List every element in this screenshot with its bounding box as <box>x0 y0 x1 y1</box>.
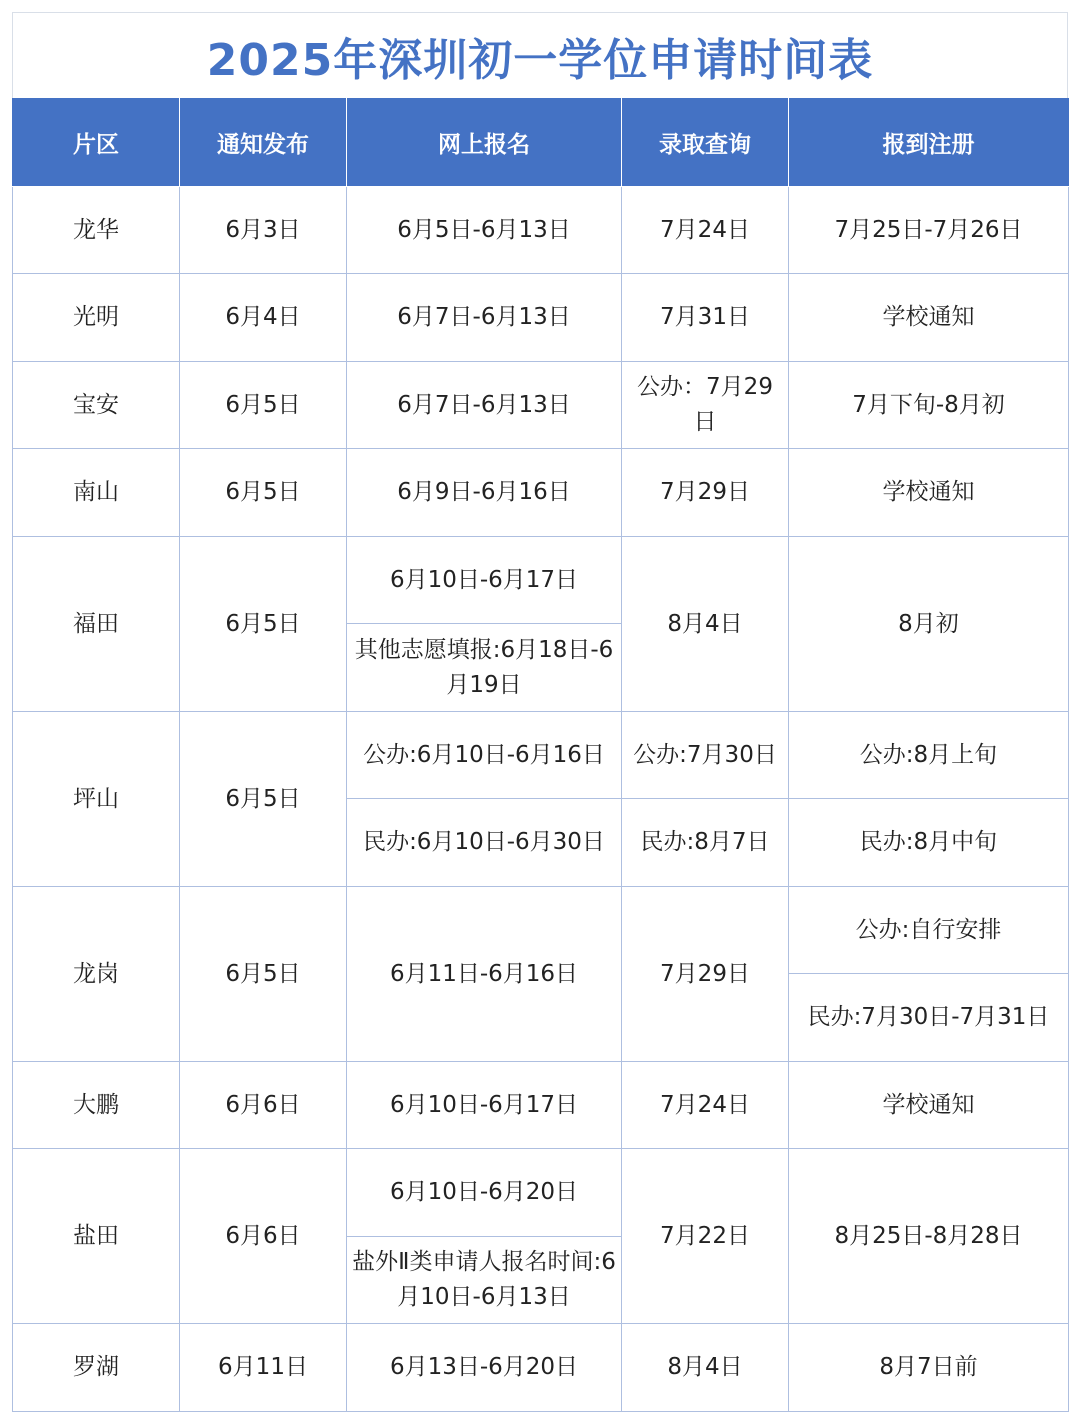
query-cell: 公办:7月30日 <box>622 712 789 799</box>
district-cell: 盐田 <box>13 1149 180 1324</box>
register-cell: 8月7日前 <box>789 1324 1069 1412</box>
register-cell: 8月初 <box>789 537 1069 712</box>
table-row <box>13 187 1069 274</box>
query-cell: 公办：7月29日 <box>622 362 789 449</box>
register-cell: 7月下旬-8月初 <box>789 362 1069 449</box>
register-cell: 学校通知 <box>789 274 1069 362</box>
notice-cell: 6月3日 <box>180 187 347 274</box>
register-cell: 公办:8月上旬 <box>789 712 1069 799</box>
district-cell: 坪山 <box>13 712 180 887</box>
query-cell: 7月29日 <box>622 887 789 1062</box>
notice-cell: 6月4日 <box>180 274 347 362</box>
signup-cell: 6月11日-6月16日 <box>347 887 622 1062</box>
table-row <box>13 449 1069 537</box>
signup-cell: 6月5日-6月13日 <box>347 187 622 274</box>
signup-cell: 公办:6月10日-6月16日 <box>347 712 622 799</box>
query-cell: 7月24日 <box>622 187 789 274</box>
notice-cell: 6月5日 <box>180 537 347 712</box>
title-bar <box>12 12 1068 98</box>
notice-cell: 6月5日 <box>180 887 347 1062</box>
signup-extra-cell: 其他志愿填报:6月18日-6月19日 <box>347 624 622 712</box>
schedule-sheet <box>12 12 1068 1412</box>
query-extra-cell: 民办:8月7日 <box>622 799 789 887</box>
notice-cell: 6月5日 <box>180 449 347 537</box>
header-signup: 网上报名 <box>347 98 622 187</box>
table-row <box>13 362 1069 449</box>
table-row <box>13 274 1069 362</box>
notice-cell: 6月5日 <box>180 362 347 449</box>
register-cell: 学校通知 <box>789 1062 1069 1149</box>
query-cell: 7月24日 <box>622 1062 789 1149</box>
query-cell: 7月22日 <box>622 1149 789 1324</box>
district-cell: 龙华 <box>13 187 180 274</box>
header-register: 报到注册 <box>789 98 1069 187</box>
table-row <box>13 537 1069 624</box>
query-cell: 8月4日 <box>622 537 789 712</box>
district-cell: 龙岗 <box>13 887 180 1062</box>
signup-extra-cell: 盐外Ⅱ类申请人报名时间:6月10日-6月13日 <box>347 1237 622 1324</box>
register-cell: 7月25日-7月26日 <box>789 187 1069 274</box>
register-extra-cell: 民办:7月30日-7月31日 <box>789 974 1069 1062</box>
table-row <box>13 712 1069 799</box>
notice-cell: 6月5日 <box>180 712 347 887</box>
notice-cell: 6月6日 <box>180 1149 347 1324</box>
table-row <box>13 1062 1069 1149</box>
signup-cell: 6月10日-6月17日 <box>347 537 622 624</box>
query-cell: 8月4日 <box>622 1324 789 1412</box>
signup-cell: 6月10日-6月20日 <box>347 1149 622 1237</box>
header-notice: 通知发布 <box>180 98 347 187</box>
district-cell: 大鹏 <box>13 1062 180 1149</box>
header-query: 录取查询 <box>622 98 789 187</box>
district-cell: 福田 <box>13 537 180 712</box>
notice-cell: 6月6日 <box>180 1062 347 1149</box>
district-cell: 罗湖 <box>13 1324 180 1412</box>
header-row <box>13 98 1069 187</box>
page-title: 2025年深圳初一学位申请时间表 <box>206 34 874 86</box>
query-cell: 7月29日 <box>622 449 789 537</box>
signup-cell: 6月7日-6月13日 <box>347 274 622 362</box>
signup-cell: 6月13日-6月20日 <box>347 1324 622 1412</box>
district-cell: 光明 <box>13 274 180 362</box>
table-row <box>13 1324 1069 1412</box>
header-district: 片区 <box>13 98 180 187</box>
signup-cell: 6月10日-6月17日 <box>347 1062 622 1149</box>
signup-extra-cell: 民办:6月10日-6月30日 <box>347 799 622 887</box>
query-cell: 7月31日 <box>622 274 789 362</box>
schedule-table <box>12 98 1069 1412</box>
register-extra-cell: 民办:8月中旬 <box>789 799 1069 887</box>
district-cell: 宝安 <box>13 362 180 449</box>
notice-cell: 6月11日 <box>180 1324 347 1412</box>
register-cell: 8月25日-8月28日 <box>789 1149 1069 1324</box>
signup-cell: 6月9日-6月16日 <box>347 449 622 537</box>
register-cell: 公办:自行安排 <box>789 887 1069 974</box>
district-cell: 南山 <box>13 449 180 537</box>
table-row <box>13 1149 1069 1237</box>
table-row <box>13 887 1069 974</box>
register-cell: 学校通知 <box>789 449 1069 537</box>
signup-cell: 6月7日-6月13日 <box>347 362 622 449</box>
